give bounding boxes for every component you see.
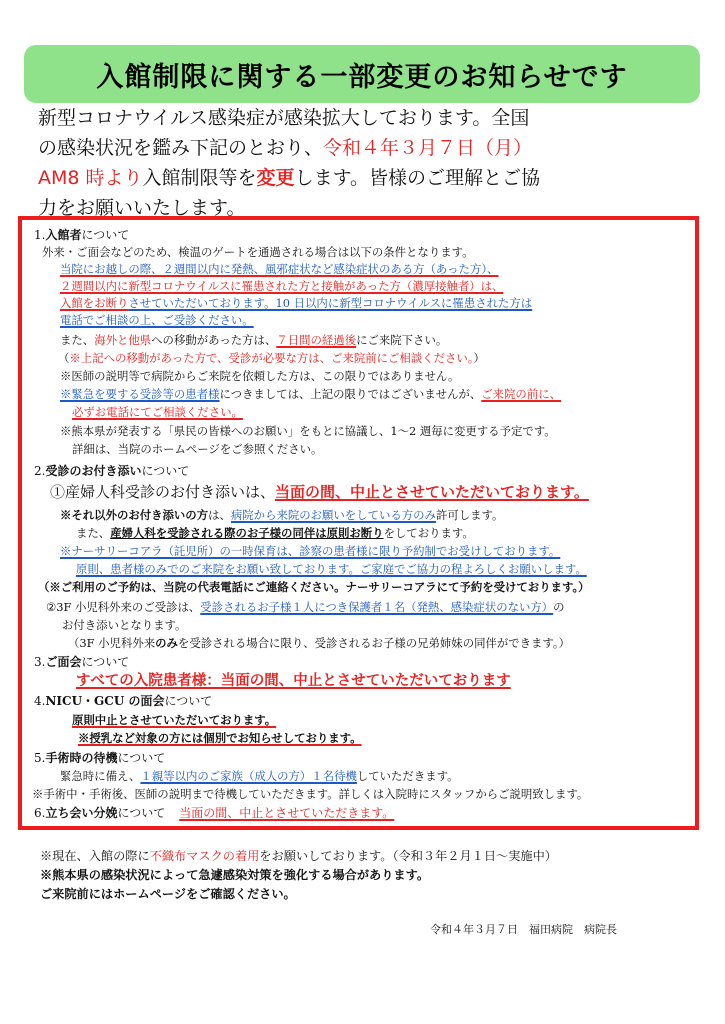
- s2-line-6: [38, 579, 590, 595]
- body-text: につきましては、上記の限りではございませんが、: [219, 387, 482, 401]
- footer-line-3: [40, 886, 296, 903]
- intro-line-2: [38, 133, 698, 163]
- body-text: お付き添いとなります。: [62, 618, 187, 632]
- section-2-heading: [34, 463, 189, 479]
- body-text: の: [553, 600, 565, 614]
- s2-line-8: [62, 617, 186, 633]
- highlight-text: 当面の間、中止とさせていただきます。: [179, 806, 395, 820]
- highlight-text: ※上記への移動があった方で、受診が必要な方は、ご来院前にご相談ください。: [69, 351, 474, 365]
- section-5-heading: [34, 750, 165, 766]
- body-text: ※医師の説明等で病院からご来院を依頼した方は、この限りではありません。: [60, 369, 460, 383]
- s2-line-1: [50, 482, 589, 502]
- footer-text: ご来院前にはホームページをご確認ください。: [40, 887, 296, 901]
- body-text: 詳細は、当院のホームページをご参照ください。: [72, 442, 323, 456]
- intro-line-1: [38, 103, 698, 133]
- section-heading-suffix: について: [117, 751, 166, 765]
- footer-text: ※熊本県の感染状況によって急遽感染対策を強化する場合があります。: [40, 868, 430, 882]
- s3-line-1: [76, 671, 511, 691]
- s1-line-9: [60, 386, 561, 402]
- highlight-text: 必ずお電話にてご相談ください。: [72, 405, 243, 419]
- reservation-note: （※ご利用のご予約は、当院の代表電話にご連絡ください。ナーサリーコアラにて予約を受けております。）: [38, 580, 590, 594]
- footer-line-1: [40, 848, 557, 865]
- s2-line-9: [68, 635, 570, 651]
- body-text: また、: [60, 333, 95, 347]
- body-text: していただきます。: [356, 769, 459, 783]
- highlight-text: ７日間の経過後: [276, 333, 357, 347]
- highlight-text: 海外と他県: [94, 333, 152, 347]
- body-text: （3F 小児科外来: [68, 636, 156, 650]
- mask-requirement: 不織布マスクの着用: [149, 849, 260, 863]
- section-heading-suffix: について: [164, 694, 213, 708]
- section-number: 5.: [34, 751, 46, 765]
- section-heading: 入館者: [45, 228, 82, 242]
- s1-line-6: [60, 332, 447, 348]
- effective-time: AM8 時より: [38, 167, 143, 189]
- notice-title-text: 入館制限に関する一部変更のお知らせです: [96, 61, 628, 93]
- s5-line-1: [60, 768, 458, 784]
- refusal-text: 入館をお断り: [60, 296, 129, 310]
- s1-line-7: [58, 350, 485, 366]
- footer-text: をお願いしております。（令和３年２月１日～実施中）: [259, 849, 557, 863]
- highlight-text: 原則中止とさせていただいております。: [72, 713, 277, 727]
- body-text: ①産婦人科受診のお付き添いは、: [50, 483, 276, 501]
- body-text: をしております。: [383, 526, 474, 540]
- section-3-heading: [34, 654, 129, 670]
- section-heading: 受診のお付き添い: [45, 464, 142, 478]
- intro-text: 力をお願いいたします。: [38, 197, 246, 219]
- highlight-text: 病院から来院のお願いをしている方のみ: [230, 508, 436, 522]
- section-number: 4.: [34, 694, 46, 708]
- s1-line-3: [60, 278, 503, 294]
- s4-line-2: [78, 730, 362, 746]
- body-text: への移動があった方は、: [151, 333, 277, 347]
- section-heading: NICU・GCU の面会: [45, 694, 165, 708]
- s1-line-10: [72, 404, 243, 420]
- highlight-text: のみ: [155, 636, 178, 650]
- section-number: 3.: [34, 655, 46, 669]
- body-text: 外来・ご面会などのため、検温のゲートを通過される場合は以下の条件となります。: [42, 245, 474, 259]
- body-text: また、: [76, 526, 111, 540]
- s1-line-11: [60, 423, 556, 439]
- highlight-text: ２週間以内に新型コロナウイルスに罹患された方と接触があった方（濃厚接触者）は、: [60, 279, 504, 293]
- section-heading-suffix: について: [81, 228, 130, 242]
- notice-title: [24, 45, 700, 103]
- s4-line-1: [72, 712, 276, 728]
- change-keyword: 変更: [256, 167, 295, 189]
- s1-line-12: [72, 441, 322, 457]
- s2-line-4: [60, 543, 560, 559]
- body-text: 許可します。: [435, 508, 504, 522]
- s2-line-3: [76, 525, 474, 541]
- s1-line-1: [42, 244, 473, 260]
- highlight-text: 当面の間、中止とさせていただいております。: [275, 483, 589, 501]
- body-text: ※手術中・手術後、医師の説明まで待機していただきます。詳しくは入院時にスタッフからご説明致します。: [32, 787, 589, 801]
- highlight-text: させていただいております。10 日以内に新型コロナウイルスに罹患された方は: [128, 296, 533, 310]
- section-1-heading: [34, 227, 129, 243]
- highlight-text: 当院にお越しの際、２週間以内に発熱、風邪症状など感染症状のある方（あった方）、: [60, 262, 499, 276]
- nursery-text: 原則、患者様のみでのご来院をお願い致しております。ご家庭でご協力の程よろしくお願いします。: [76, 562, 587, 576]
- body-text: にご来院下さい。: [356, 333, 448, 347]
- intro-text: 新型コロナウイルス感染症が感染拡大しております。全国: [38, 107, 530, 129]
- highlight-text: ご来院の前に、: [481, 387, 561, 401]
- intro-paragraph: [38, 103, 698, 223]
- highlight-text: 受診されるお子様１人につき保護者１名（発熱、感染症状のない方）: [200, 600, 554, 614]
- s2-line-2: [60, 507, 503, 523]
- signature-text: 令和４年３月７日 福田病院 病院長: [430, 923, 617, 936]
- highlight-text: 産婦人科を受診される際のお子様の同伴は原則お断り: [110, 526, 384, 540]
- highlight-text: ※授乳など対象の方には個別でお知らせしております。: [78, 731, 362, 745]
- section-number: 2.: [34, 464, 46, 478]
- body-text: ）: [473, 351, 485, 365]
- intro-line-3: [38, 163, 698, 193]
- intro-text: 入館制限等を: [142, 167, 257, 189]
- section-number: 1.: [34, 228, 46, 242]
- body-text: を受診される場合に限り、受診されるお子様の兄弟姉妹の同伴ができます。）: [177, 636, 570, 650]
- body-text: （: [58, 351, 70, 365]
- section-heading: 手術時の待機: [45, 751, 118, 765]
- section-heading: 立ち会い分娩: [45, 806, 118, 820]
- highlight-text: 電話でご相談の上、ご受診ください。: [60, 313, 254, 327]
- s1-line-8: [60, 368, 459, 384]
- body-text: 緊急時に備え、: [60, 769, 141, 783]
- intro-text: の感染状況を鑑み下記のとおり、: [38, 137, 324, 159]
- highlight-text: すべての入院患者様：当面の間、中止とさせていただいております: [76, 672, 511, 689]
- s5-line-2: [32, 786, 588, 802]
- section-heading-suffix: について: [141, 464, 190, 478]
- highlight-text: ※緊急を要する受診等の患者様: [60, 387, 220, 401]
- footer-text: ※現在、入館の際に: [40, 849, 150, 863]
- section-number: 6.: [34, 806, 46, 820]
- section-heading: ご面会: [45, 655, 82, 669]
- body-text: ②3F 小児科外来のご受診は、: [46, 600, 201, 614]
- s1-line-5: [60, 312, 254, 328]
- s1-line-4: [60, 295, 532, 311]
- section-6-heading: [34, 805, 394, 821]
- section-heading-suffix: について: [81, 655, 130, 669]
- s1-line-2: [60, 261, 498, 277]
- footer-line-2: [40, 867, 429, 884]
- signature: [430, 921, 617, 937]
- section-4-heading: [34, 693, 212, 709]
- body-text: ※熊本県が発表する「県民の皆様へのお願い」をもとに協議し、1～2 週毎に変更する予定です。: [60, 424, 556, 438]
- s2-line-5: [76, 561, 587, 577]
- body-text: は、: [208, 508, 231, 522]
- section-heading-suffix: について: [117, 806, 166, 820]
- body-text: ※それ以外のお付き添いの方: [60, 508, 209, 522]
- highlight-text: １親等以内のご家族（成人の方）１名待機: [140, 769, 357, 783]
- nursery-text: ※ナーサリーコアラ（託児所）の一時保育は、診察の患者様に限り予約制でお受けしております。: [60, 544, 561, 558]
- intro-text: します。皆様のご理解とご協: [294, 167, 541, 189]
- effective-date: 令和４年３月７日（月）: [323, 137, 533, 159]
- s2-line-7: [46, 599, 565, 615]
